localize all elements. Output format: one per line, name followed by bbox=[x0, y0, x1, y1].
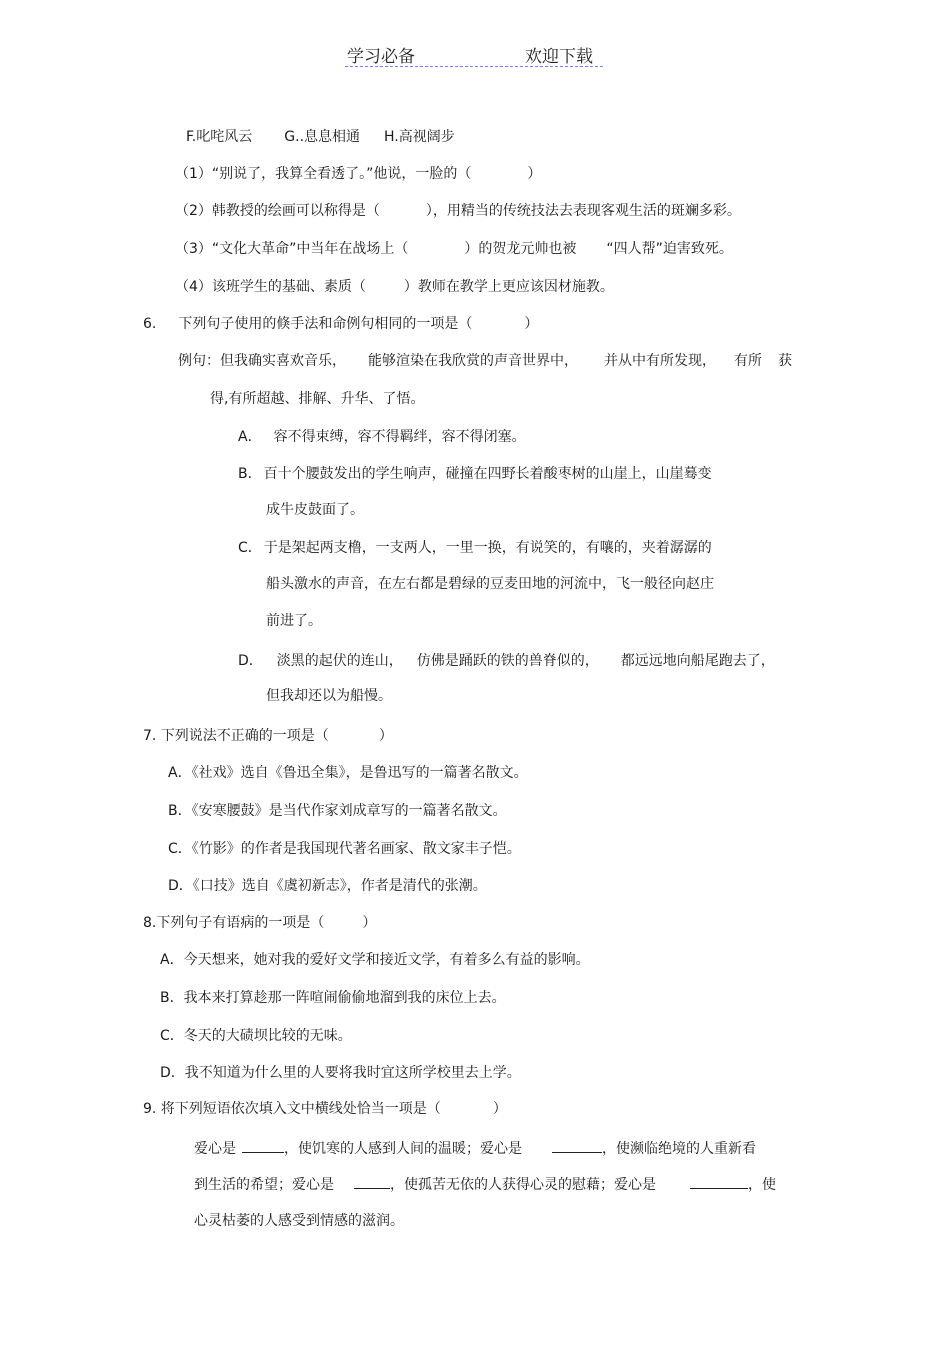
q5-item-1: （1）“别说了，我算全看透了。”他说，一脸的（ ） bbox=[175, 166, 542, 182]
q7-option-a: A．《社戏》选自《鲁迅全集》，是鲁迅写的一篇著名散文。 bbox=[168, 765, 528, 781]
q6-example-continued: 得,有所超越、排解、升华、了悟。 bbox=[210, 391, 425, 407]
q6-option-d-cont: 但我却还以为船慢。 bbox=[266, 688, 392, 704]
q6-option-c: C． 于是架起两支橹，一支两人，一里一换，有说笑的，有嚷的，夹着潺潺的 bbox=[238, 540, 712, 556]
q6-stem: 6. 下列句子使用的倏手法和命例句相同的一项是（ ） bbox=[143, 316, 539, 332]
q8-option-c: C．冬天的大碛坝比较的无味。 bbox=[160, 1028, 352, 1044]
option-g: G..息息相通 bbox=[284, 129, 361, 145]
q5-item-3: （3）“文化大革命”中当年在战场上（ ）的贺龙元帅也被 “四人帮”迫害致死。 bbox=[175, 241, 733, 257]
q6-option-d: D． 淡黑的起伏的连山， 仿佛是踊跃的铁的兽脊似的， 都远远地向船尾跑去了， bbox=[238, 653, 775, 669]
q7-option-b: B．《安寒腰鼓》是当代作家刘成章写的一篇著名散文。 bbox=[168, 803, 507, 819]
q9-passage-line-3: 心灵枯萎的人感受到情感的滋润。 bbox=[194, 1213, 404, 1229]
q9-stem: 9. 将下列短语依次填入文中横线处恰当一项是（ ） bbox=[143, 1101, 507, 1117]
q6-option-c-cont-1: 船头激水的声音，在左右都是碧绿的豆麦田地的河流中，飞一般径向赵庄 bbox=[266, 576, 714, 592]
q6-option-b: B． 百十个腰鼓发出的学生响声，碰撞在四野长着酸枣树的山崖上，山崖蓦变 bbox=[238, 466, 712, 482]
q7-option-d: D．《口技》选自《虞初新志》，作者是清代的张潮。 bbox=[168, 878, 487, 894]
option-h: H.高视阔步 bbox=[384, 129, 455, 145]
fill-blank-3[interactable] bbox=[354, 1174, 390, 1189]
fill-blank-4[interactable] bbox=[690, 1174, 748, 1189]
q8-option-d: D．我不知道为什么里的人要将我时宜这所学校里去上学。 bbox=[160, 1065, 521, 1081]
option-f: F.叱咤风云 bbox=[186, 129, 253, 145]
page-header bbox=[345, 42, 603, 67]
q6-option-c-cont-2: 前进了。 bbox=[266, 613, 322, 629]
q8-option-a: A．今天想来，她对我的爱好文学和接近文学，有着多么有益的影响。 bbox=[160, 952, 590, 968]
q5-item-4: （4）该班学生的基础、素质（ ）教师在教学上更应该因材施教。 bbox=[175, 279, 614, 295]
q7-stem: 7. 下列说法不正确的一项是（ ） bbox=[143, 728, 393, 744]
q8-stem: 8.下列句子有语病的一项是（ ） bbox=[143, 915, 377, 931]
q6-option-b-cont: 成牛皮鼓面了。 bbox=[266, 502, 364, 518]
fill-blank-2[interactable] bbox=[552, 1138, 602, 1153]
q7-option-c: C．《竹影》的作者是我国现代著名画家、散文家丰子恺。 bbox=[168, 841, 521, 857]
header-left-text: 学习必备 bbox=[347, 47, 415, 67]
q9-passage-line-1: 爱心是 ，使饥寒的人感到人间的温暖；爱心是 ，使濒临绝境的人重新看 bbox=[194, 1138, 756, 1159]
q5-options-line bbox=[186, 127, 455, 147]
q6-example: 例句：但我确实喜欢音乐， 能够渲染在我欣赏的声音世界中， 并从中有所发现， 有所 获 bbox=[178, 353, 792, 369]
header-right-text: 欢迎下载 bbox=[525, 47, 593, 67]
q9-passage-line-2: 到生活的希望；爱心是 ，使孤苦无依的人获得心灵的慰藉；爱心是 ，使 bbox=[194, 1174, 776, 1195]
q5-item-2: （2）韩教授的绘画可以称得是（ ），用精当的传统技法去表现客观生活的斑斓多彩。 bbox=[175, 203, 741, 219]
fill-blank-1[interactable] bbox=[242, 1138, 284, 1153]
q8-option-b: B．我本来打算趁那一阵喧闹偷偷地溜到我的床位上去。 bbox=[160, 990, 506, 1006]
q6-option-a: A． 容不得束缚，容不得羁绊，容不得闭塞。 bbox=[238, 429, 526, 445]
